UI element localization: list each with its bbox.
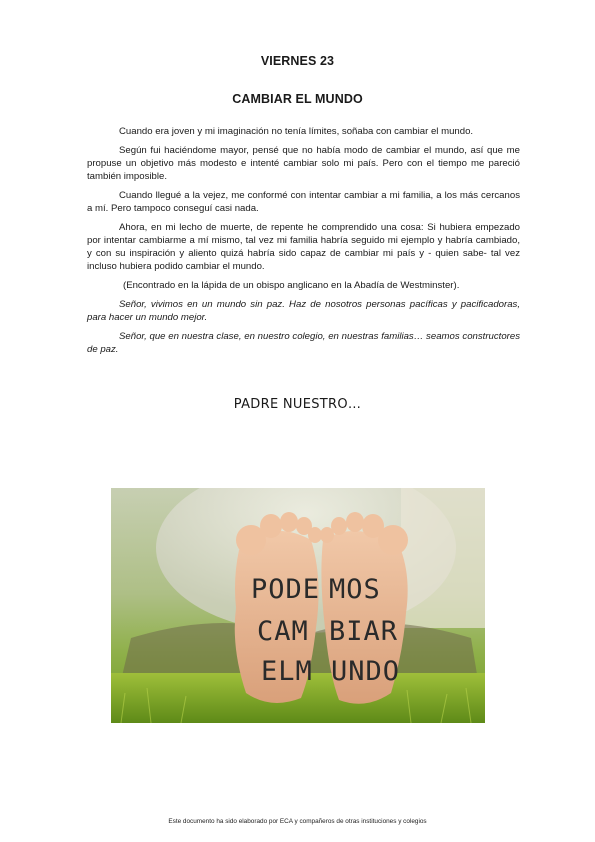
feet-photo — [111, 488, 485, 723]
footer-note: Este documento ha sido elaborado por ECA y compañeros de otras instituciones y colegios — [168, 818, 427, 825]
prayer-paragraph: Señor, que en nuestra clase, en nuestro colegio, en nuestras familias… seamos constructores de paz. — [87, 331, 520, 355]
paragraph: Según fui haciéndome mayor, pensé que no había modo de cambiar el mundo, así que me propuse un objetivo más modesto e intenté cambiar solo mi país. Pero con el tiempo me pareció también imposible. — [87, 145, 520, 182]
left-foot-line-3: ELM — [261, 656, 313, 687]
left-foot-line-2: CAM — [257, 616, 309, 647]
page-title: CAMBIAR EL MUNDO — [232, 92, 363, 106]
paragraph: Ahora, en mi lecho de muerte, de repente he comprendido una cosa: Si hubiera empezado por intentar cambiarme a mí mismo, tal vez mi familia habría seguido mi ejemplo y habría cambiado, y con su inspiración y aliento quizá habría sido capaz de cambiar mi país y - quien sabe- tal vez incluso hubiera podido cambiar el mundo. — [87, 222, 520, 272]
right-foot-line-2: BIAR — [329, 616, 399, 647]
source-note: (Encontrado en la lápida de un obispo anglicano en la Abadía de Westminster). — [123, 280, 460, 291]
closing-prayer: PADRE NUESTRO… — [233, 397, 362, 412]
prayer-paragraph: Señor, vivimos en un mundo sin paz. Haz de nosotros personas pacíficas y pacificadoras, para hacer un mundo mejor. — [87, 299, 520, 323]
paragraph: Cuando llegué a la vejez, me conformé con intentar cambiar a mi familia, a los más cercanos a mí. Pero tampoco conseguí casi nada. — [87, 190, 520, 214]
reading-body — [87, 125, 520, 362]
paragraph: Cuando era joven y mi imaginación no tenía límites, soñaba con cambiar el mundo. — [119, 126, 474, 137]
right-foot-line-3: UNDO — [331, 656, 401, 687]
day-heading: VIERNES 23 — [260, 54, 335, 68]
right-foot-line-1: MOS — [329, 574, 381, 605]
left-foot-line-1: PODE — [251, 574, 321, 605]
